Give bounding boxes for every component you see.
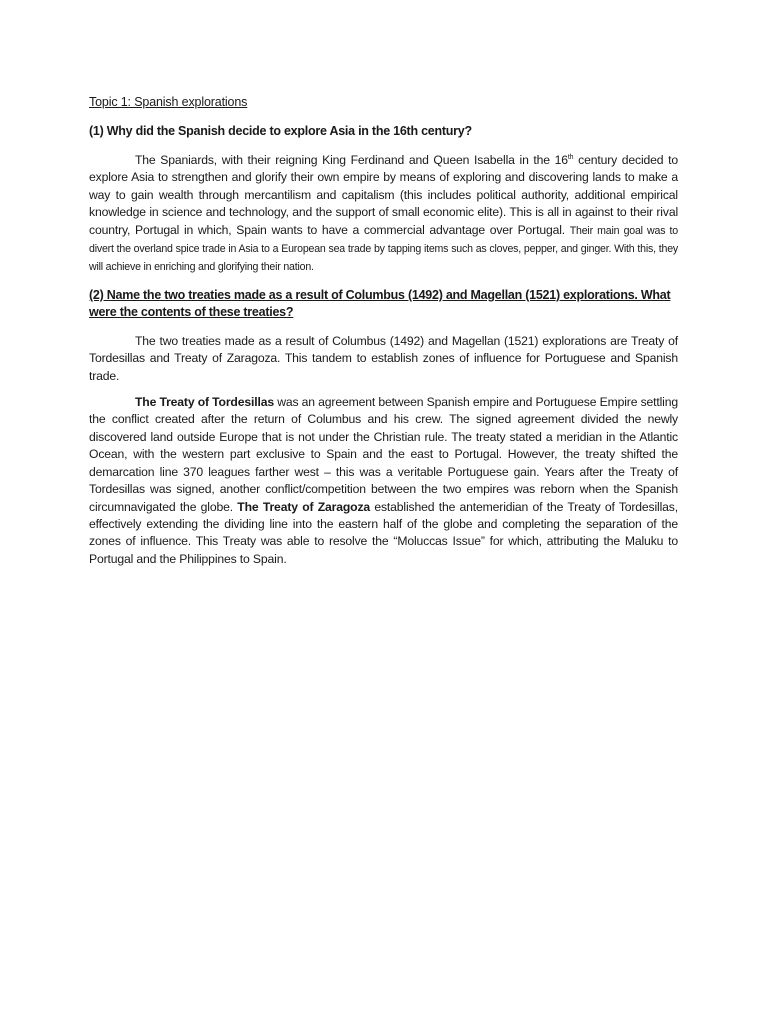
answer-1-text-middle: century decided to explore Asia to strengthen and glorify their own empire by means of exploring and discovering lands to make a way to gain wealth through mercantilism and capitalism (this includes political authority, additional empirical knowledge in science and technology, and the support of small economic elite). This is all in against to their rival country, Portugal in which, Spain wants to have a commercial advantage over Portugal.: [89, 153, 678, 237]
document-page: [89, 93, 678, 577]
answer-1-text-small: Their main goal was to divert the overland spice trade in Asia to a European sea trade by tapping items such as cloves, pepper, and ginger. With this, they will achieve in enriching and glorifying their nation.: [89, 224, 678, 274]
treaty-tordesillas-name: The Treaty of Tordesillas: [135, 395, 274, 410]
topic-title: Topic 1: Spanish explorations: [89, 95, 248, 109]
ordinal-superscript: th: [567, 153, 574, 161]
answer-1-text-start: The Spaniards, with their reigning King Ferdinand and Queen Isabella in the 16: [135, 153, 568, 167]
treaty-zaragoza-name: The Treaty of Zaragoza: [237, 499, 371, 514]
question-1: (1) Why did the Spanish decide to explore Asia in the 16th century?: [89, 124, 472, 138]
answer-1-paragraph: [89, 152, 678, 277]
treaty-zaragoza-text: established the antemeridian of the Treaty of Tordesillas, effectively extending the dividing line into the eastern half of the globe and completing the separation of the zones of influence. This Treaty was able to resolve the “Moluccas Issue” for which, attributing the Maluku to Portugal and the Philippines to Spain.: [89, 499, 678, 566]
answer-2-intro-paragraph: The two treaties made as a result of Columbus (1492) and Magellan (1521) explorations are Treaty of Tordesillas and Treaty of Zaragoza. This tandem to establish zones of influence for Portuguese and Spanish trade.: [89, 333, 678, 383]
treaty-tordesillas-text: was an agreement between Spanish empire and Portuguese Empire settling the conflict created after the return of Columbus and his crew. The signed agreement divided the newly discovered land outside Europe that is not under the Christian rule. The treaty stated a meridian in the Atlantic Ocean, with the western part exclusive to Spain and the east to Portugal. However, the treaty shifted the demarcation line 370 leagues farther west – this was a veritable Portuguese gain. Years after the Treaty of Tordesillas was signed, another conflict/competition between the two empires was reborn when the Spanish circumnavigated the globe.: [89, 395, 678, 514]
question-2: (2) Name the two treaties made as a result of Columbus (1492) and Magellan (1521) explorations. What were the contents of these treaties?: [89, 287, 671, 319]
answer-2-treaties-paragraph: [89, 394, 678, 568]
